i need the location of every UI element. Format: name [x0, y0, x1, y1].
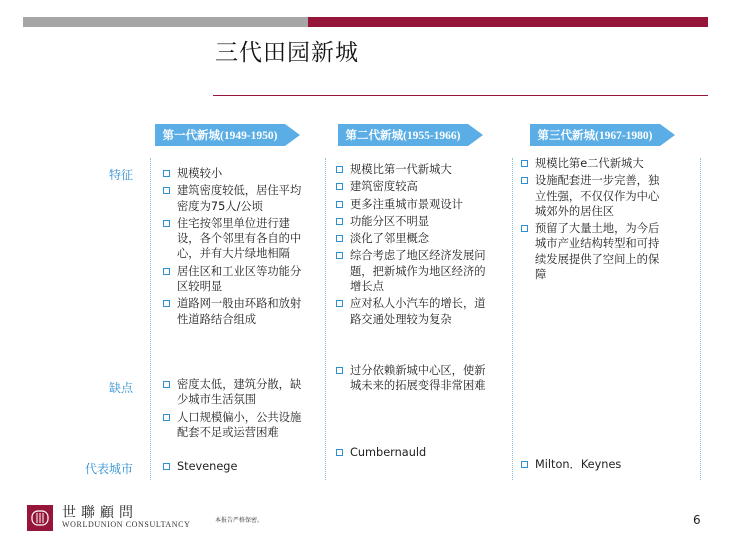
city-name: Milton．Keynes [521, 457, 663, 472]
features-list-gen1 [163, 166, 305, 329]
list-item: 规模比第e二代新城大 [521, 156, 663, 171]
drawbacks-list-gen1 [163, 377, 305, 442]
row-label-drawbacks: 缺点 [108, 381, 133, 395]
confidentiality-note: 本报告严格保密。 [215, 517, 264, 524]
list-item: 更多注重城市景观设计 [336, 197, 488, 212]
list-item: 功能分区不明显 [336, 214, 488, 229]
city-gen1 [163, 459, 305, 476]
header-grey-bar [23, 17, 308, 27]
features-list-gen2 [336, 162, 488, 329]
features-list-gen3 [521, 156, 663, 284]
generation-arrow-3 [530, 120, 675, 150]
list-item: 建筑密度较低，居住平均密度为75人/公顷 [163, 183, 305, 214]
city-name: Cumbernauld [336, 445, 488, 460]
column-separator-1 [150, 158, 151, 480]
generation-label: 第二代新城(1955-1966) [345, 130, 461, 142]
generation-label: 第一代新城(1949-1950) [162, 130, 278, 142]
list-item: 建筑密度较高 [336, 179, 488, 194]
list-item: 设施配套进一步完善，独立性强，不仅仅作为中心城郊外的居住区 [521, 173, 663, 219]
logo-emblem-icon [27, 505, 53, 531]
company-name-cn: 世聯顧問 [62, 505, 138, 521]
generation-arrow-1 [155, 120, 300, 150]
row-label-features: 特征 [108, 168, 133, 182]
list-item: 淡化了邻里概念 [336, 231, 488, 246]
list-item: 过分依赖新城中心区，使新城未来的拓展变得非常困难 [336, 363, 488, 394]
list-item: 预留了大量土地，为今后城市产业结构转型和可持续发展提供了空间上的保障 [521, 221, 663, 282]
page-title: 三代田园新城 [215, 40, 359, 66]
list-item: 道路网一般由环路和放射性道路结合组成 [163, 296, 305, 327]
row-label-representative: 代表城市 [84, 462, 133, 476]
header-red-bar [308, 17, 708, 27]
company-logo-mark [27, 505, 53, 531]
title-divider [213, 95, 708, 96]
list-item: 规模比第一代新城大 [336, 162, 488, 177]
list-item: 规模较小 [163, 166, 305, 181]
list-item: 密度太低，建筑分散，缺少城市生活氛围 [163, 377, 305, 408]
list-item: 应对私人小汽车的增长，道路交通处理较为复杂 [336, 296, 488, 327]
company-name-en: WORLDUNION CONSULTANCY [62, 520, 191, 529]
list-item: 居住区和工业区等功能分区较明显 [163, 264, 305, 295]
city-gen2 [336, 445, 488, 462]
column-separator-4 [700, 158, 701, 480]
city-gen3 [521, 457, 663, 474]
list-item: 住宅按邻里单位进行建设，各个邻里有各自的中心，并有大片绿地相隔 [163, 216, 305, 262]
generation-arrow-2 [338, 120, 483, 150]
list-item: 综合考虑了地区经济发展问题，把新城作为地区经济的增长点 [336, 248, 488, 294]
list-item: 人口规模偏小，公共设施配套不足或运营困难 [163, 410, 305, 441]
column-separator-2 [325, 158, 326, 480]
column-separator-3 [512, 158, 513, 480]
page-number: 6 [693, 513, 701, 527]
city-name: Stevenege [163, 459, 305, 474]
drawbacks-list-gen2 [336, 363, 488, 396]
generation-label: 第三代新城(1967-1980) [537, 130, 653, 142]
